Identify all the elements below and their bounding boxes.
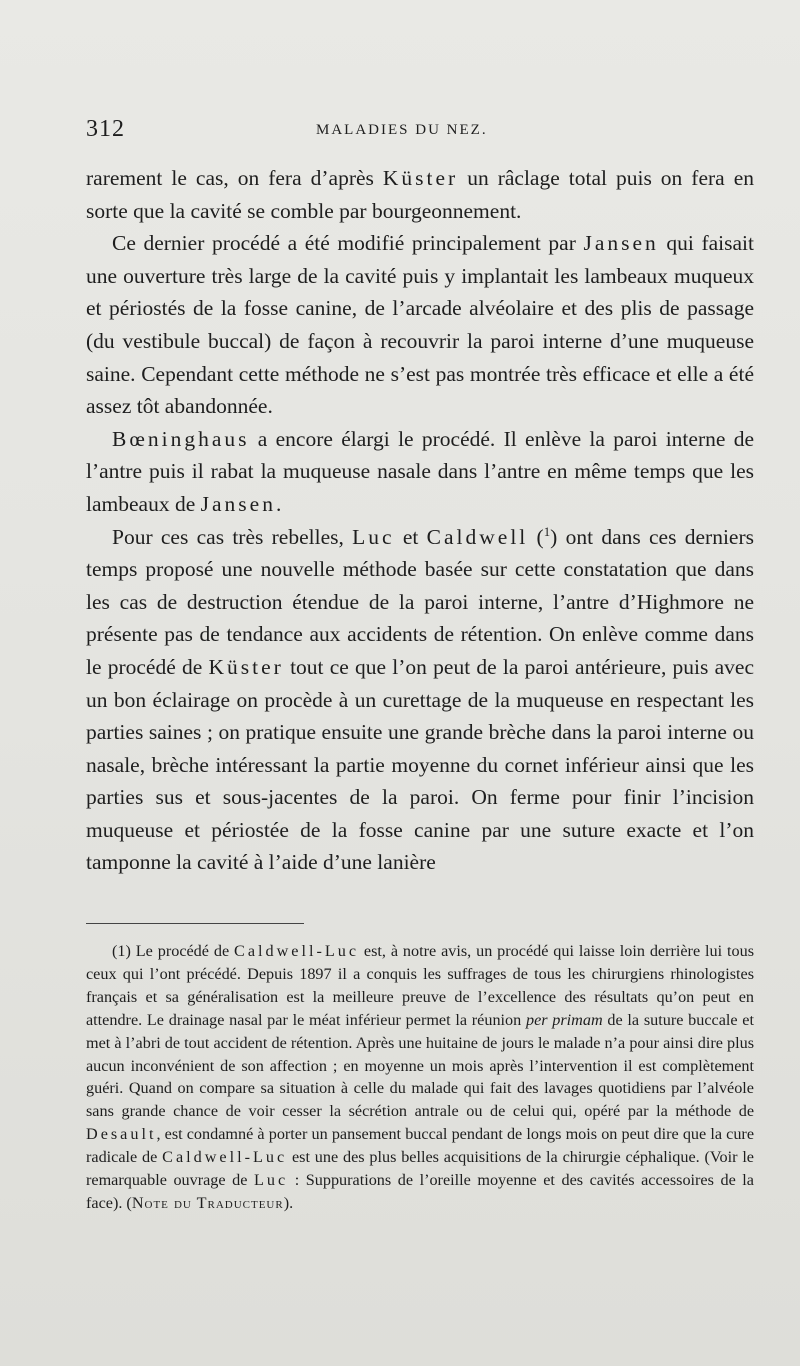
paragraph-1: rarement le cas, on fera d’après Küster un râclage total puis on fera en sorte que la cavité se comble par bourgeonnement. <box>86 166 754 223</box>
footnote-marker: (1) <box>112 942 131 960</box>
page-header <box>86 116 756 146</box>
paragraph-3: Bœninghaus a encore élargi le procédé. Il enlève la paroi interne de l’antre puis il rabat la muqueuse nasale dans l’antre en même temps que les lambeaux de Jansen. <box>86 426 754 516</box>
footnote <box>86 940 754 1215</box>
paragraph-4: Pour ces cas très rebelles, Luc et Caldwell ($^1$) ont dans ces derniers temps proposé une nouvelle méthode basée sur cette constatation que dans les cas de destruction étendue de la paroi interne, l’antre d’Highmore ne présente pas de tendance aux accidents de rétention. On enlève comme dans le procédé de Küster tout ce que l’on peut de la paroi antérieure, puis avec un bon éclairage on procède à un curettage de la muqueuse en respectant les parties saines ; on pratique ensuite une grande brèche dans la paroi interne ou nasale, brèche intéressant la partie moyenne du cornet inférieur ainsi que les parties sus et sous-jacentes de la paroi. On ferme pour finir l’incision muqueuse et périostée de la fosse canine par une suture exacte et l’on tamponne la cavité à l’aide d’une lanière <box>86 524 754 875</box>
paragraph-2: Ce dernier procédé a été modifié principalement par Jansen qui faisait une ouverture très large de la cavité puis y implantait les lambeaux muqueux et périostés de la fosse canine, de l’arcade alvéolaire et des plis de passage (du vestibule buccal) de façon à recouvrir la paroi interne d’une muqueuse saine. Cependant cette méthode ne s’est pas montrée très efficace et elle a été assez tôt abandonnée. <box>86 231 754 419</box>
running-title: MALADIES DU NEZ. <box>316 122 488 138</box>
author-name: Küster <box>382 166 459 190</box>
main-text <box>86 162 754 879</box>
author-name: Jansen <box>583 231 659 256</box>
page-number: 312 <box>86 116 125 142</box>
author-name: Bœninghaus <box>112 426 250 451</box>
author-name: Jansen <box>200 491 276 516</box>
footnote-text: (1) Le procédé de Caldwell-Luc est, à notre avis, un procédé qui laisse loin derrière lui tous ceux qui l’ont précédé. Depuis 1897 il a conquis les suffrages de tous les chirurgiens rhinologistes français et sa généralisation est la meilleure preuve de l’excellence des résultats qu’on peut en attendre. Le drainage nasal par le méat inférieur permet la réunion per primam de la suture buccale et met à l’abri de tout accident de rétention. Après une huitaine de jours le malade n’a pour ainsi dire plus aucun inconvénient de son affection ; en moyenne un mois après l’intervention il est complètement guéri. Quand on compare sa situation à celle du malade qui fait des lavages quotidiens par l’alvéole sans grande chance de voir cesser la sécrétion antrale ou de celui qui, opéré par la méthode de Desault, est condamné à porter un pansement buccal pendant de longs mois on peut dire que la cure radicale de Caldwell-Luc est une des plus belles acquisitions de la chirurgie céphalique. (Voir le remarquable ouvrage de Luc : Suppurations de l’oreille moyenne et des cavités accessoires de la face). (Note du Traducteur). <box>86 942 754 1212</box>
author-name: Luc <box>352 524 395 549</box>
footnote-ref: 1 <box>543 524 551 539</box>
author-name: Küster <box>208 654 284 679</box>
author-name: Caldwell <box>426 524 529 549</box>
footnote-divider <box>86 923 304 924</box>
